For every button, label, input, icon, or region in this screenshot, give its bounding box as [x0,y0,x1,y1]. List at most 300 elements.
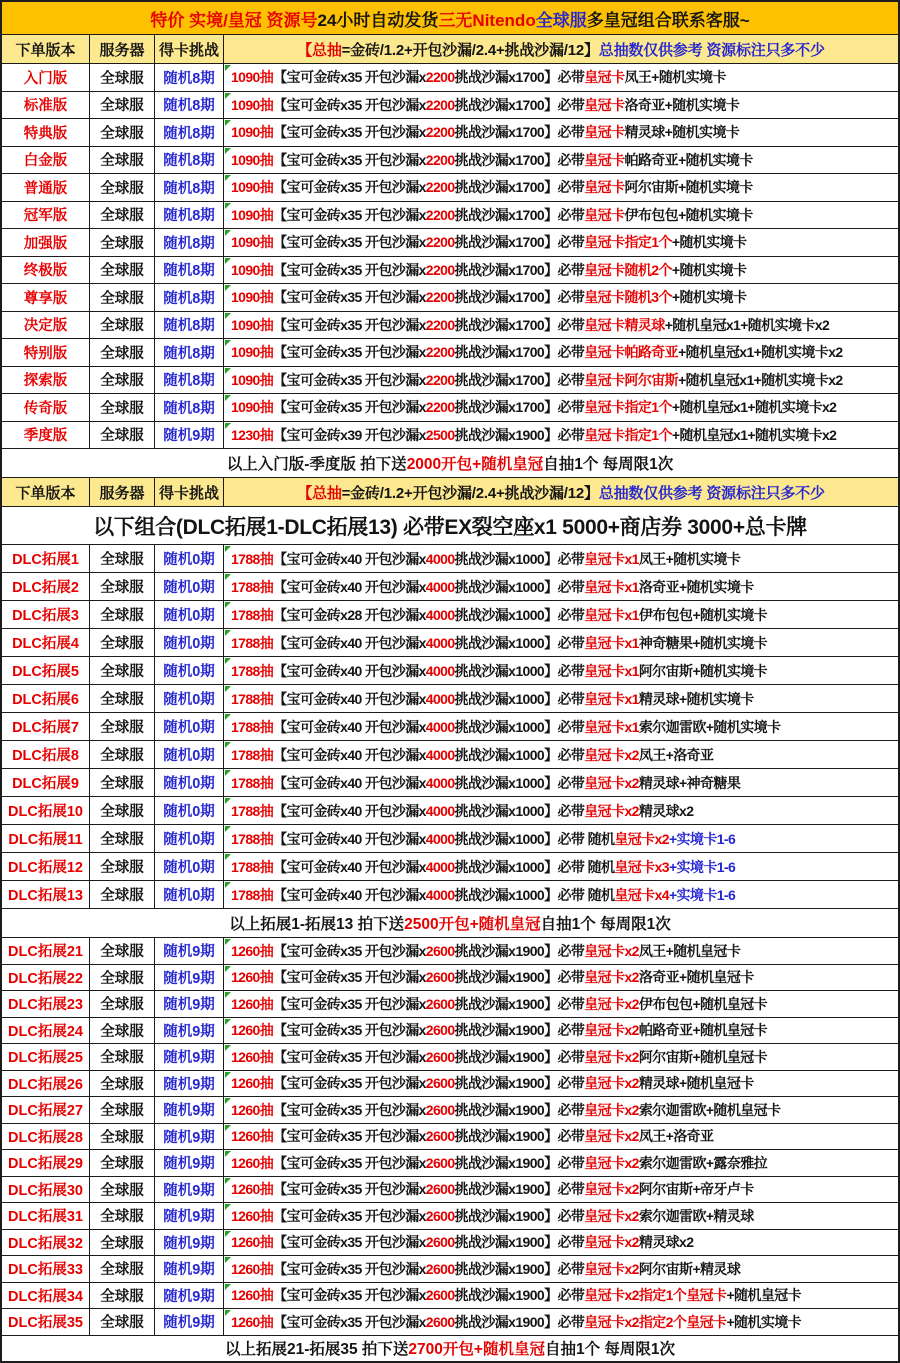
text-segment: 1090抽 [231,96,274,113]
green-corner-icon [225,882,231,888]
green-corner-icon [225,285,231,291]
text-segment: +实境卡1-6 [668,858,736,875]
text-segment: 1090抽 [231,399,274,416]
text-segment: 挑战沙漏x1900】必带 [454,426,585,443]
product-row [2,797,898,825]
version-cell: 特典版 [2,119,90,146]
text-segment: +实境卡1-6 [668,886,736,903]
description-cell [224,629,898,656]
text-segment: 2200 [425,316,455,333]
text-segment: 精灵球+随机皇冠卡 [638,1075,754,1092]
description-cell [224,741,898,768]
version-cell: 冠军版 [2,202,90,229]
green-corner-icon [225,65,231,71]
text-segment: 【宝可金砖x35 开包沙漏x [273,151,426,168]
challenge-cell: 随机0期 [155,825,224,852]
version-cell: 入门版 [2,64,90,91]
version-cell: DLC拓展34 [2,1283,90,1309]
text-segment: 阿尔宙斯+帝牙卢卡 [638,1181,754,1198]
text-segment: 【宝可金砖x35 开包沙漏x [273,942,426,959]
version-cell: DLC拓展24 [2,1018,90,1044]
green-corner-icon [225,313,231,319]
text-segment: =金砖/1.2+开包沙漏/2.4+挑战沙漏/12】 [341,484,599,502]
description-cell [224,853,898,880]
text-segment: 【宝可金砖x35 开包沙漏x [273,69,426,86]
green-corner-icon [225,1257,231,1263]
description-cell [224,881,898,908]
version-cell: 决定版 [2,312,90,339]
version-cell: DLC拓展9 [2,769,90,796]
text-segment: 2200 [425,96,455,113]
text-segment: 【宝可金砖x35 开包沙漏x [273,289,426,306]
text-segment: 【总抽 [297,484,342,502]
green-corner-icon [225,423,231,429]
challenge-cell: 随机9期 [155,1018,224,1044]
server-cell: 全球服 [90,629,155,656]
green-corner-icon [225,992,231,998]
server-cell: 全球服 [90,422,155,449]
text-segment: 指定1个 [624,426,672,443]
description-cell [224,769,898,796]
text-segment: +随机皇冠x1+随机实境卡x2 [678,344,843,361]
text-segment: 挑战沙漏x1000】必带 [454,690,585,707]
version-cell: DLC拓展28 [2,1124,90,1150]
product-row [2,881,898,909]
text-segment: 指定1个皇冠卡 [638,1287,727,1304]
text-segment: 挑战沙漏x1700】必带 [454,316,585,333]
description-cell [224,1071,898,1097]
server-cell: 全球服 [90,1044,155,1070]
text-segment: 伊布包包+随机实境卡 [638,606,768,623]
server-cell: 全球服 [90,1256,155,1282]
description-cell [224,991,898,1017]
product-row [2,339,898,367]
text-segment: 挑战沙漏x1700】必带 [454,399,585,416]
server-cell: 全球服 [90,601,155,628]
server-cell: 全球服 [90,1230,155,1256]
text-segment: 皇冠卡x2 [584,1101,639,1118]
promo-banner [2,2,898,35]
green-corner-icon [225,230,231,236]
text-segment: 挑战沙漏x1700】必带 [454,234,585,251]
version-cell: DLC拓展31 [2,1203,90,1229]
text-segment: 4000 [425,690,455,707]
text-segment: 自抽1个 每周限1次 [544,1341,676,1359]
text-segment: 2200 [425,206,455,223]
product-row [2,64,898,92]
server-cell: 全球服 [90,545,155,572]
text-segment: 2200 [425,234,455,251]
version-cell: DLC拓展7 [2,713,90,740]
version-cell: DLC拓展11 [2,825,90,852]
server-cell: 全球服 [90,573,155,600]
text-segment: 1090抽 [231,69,274,86]
description-cell [224,938,898,964]
text-segment: 皇冠卡 [584,206,625,223]
text-segment: 1788抽 [231,662,274,679]
description-cell [224,657,898,684]
text-segment: 【宝可金砖x40 开包沙漏x [273,858,426,875]
product-row [2,965,898,992]
text-segment: 皇冠卡x1 [584,606,639,623]
text-segment: +随机皇冠x1+随机实境卡x2 [671,399,837,416]
text-segment: 以上拓展21-拓展35 拍下送 [224,1341,409,1359]
green-corner-icon [225,395,231,401]
text-segment: 【宝可金砖x28 开包沙漏x [273,606,426,623]
text-segment: 皇冠卡x2 [584,1207,639,1224]
text-segment: 皇冠卡x2 [614,830,669,847]
text-segment: 阿尔宙斯+随机实境卡 [638,662,768,679]
column-header-row [2,35,898,64]
text-segment: 挑战沙漏x1900】必带 [454,969,585,986]
text-segment: 皇冠卡 [584,151,625,168]
green-corner-icon [225,120,231,126]
text-segment: 2600 [425,1101,455,1118]
text-segment: 【宝可金砖x35 开包沙漏x [273,1234,426,1251]
product-row [2,229,898,257]
text-segment: 2000开包+随机皇冠 [406,456,544,473]
text-segment: 1260抽 [231,1207,274,1224]
text-segment: 2700开包+随机皇冠 [408,1341,545,1359]
text-segment: 【宝可金砖x40 开包沙漏x [273,578,426,595]
version-cell: DLC拓展2 [2,573,90,600]
description-cell [224,1203,898,1229]
server-cell: 全球服 [90,853,155,880]
green-corner-icon [225,770,231,776]
challenge-cell: 随机8期 [155,174,224,201]
bonus-note-row [2,1336,898,1362]
text-segment: 挑战沙漏x1900】必带 [454,1287,585,1304]
text-segment: 2200 [425,399,455,416]
challenge-cell: 随机8期 [155,312,224,339]
text-segment: 自抽1个 每周限1次 [540,916,671,933]
green-corner-icon [225,93,231,99]
text-segment: 【宝可金砖x35 开包沙漏x [273,1287,426,1304]
text-segment: 挑战沙漏x1000】必带 [454,774,585,791]
text-segment: 1260抽 [231,1048,274,1065]
bonus-note-row [2,909,898,938]
text-segment: 凤王+随机皇冠卡 [638,942,741,959]
text-segment: 4000 [425,718,455,735]
challenge-cell: 随机8期 [155,257,224,284]
version-cell: 加强版 [2,229,90,256]
text-segment: 【宝可金砖x35 开包沙漏x [273,969,426,986]
text-segment: 【宝可金砖x35 开包沙漏x [273,1181,426,1198]
text-segment: 【宝可金砖x40 开包沙漏x [273,886,426,903]
server-cell: 全球服 [90,147,155,174]
text-segment: 【宝可金砖x35 开包沙漏x [273,234,426,251]
text-segment: 【宝可金砖x39 开包沙漏x [273,426,426,443]
text-segment: 凤王+洛奇亚 [638,1128,714,1145]
product-row [2,853,898,881]
version-cell: DLC拓展33 [2,1256,90,1282]
green-corner-icon [225,340,231,346]
text-segment: 阿尔宙斯+随机实境卡 [624,179,753,196]
version-cell: DLC拓展4 [2,629,90,656]
text-segment: 挑战沙漏x1000】必带 随机 [454,886,615,903]
server-cell: 全球服 [90,257,155,284]
server-cell: 全球服 [90,741,155,768]
challenge-cell: 随机9期 [155,1230,224,1256]
description-cell [224,545,898,572]
text-segment: 索尔迦雷欧+精灵球 [638,1207,754,1224]
server-cell: 全球服 [90,1203,155,1229]
product-row [2,601,898,629]
product-row [2,422,898,450]
text-segment: 2600 [425,1128,455,1145]
description-cell [224,713,898,740]
text-segment: 【宝可金砖x35 开包沙漏x [273,399,426,416]
text-segment: 帕路奇亚 [624,344,679,361]
text-segment: 索尔迦雷欧+随机实境卡 [638,718,781,735]
text-segment: 4000 [425,634,455,651]
text-segment: 【宝可金砖x40 开包沙漏x [273,662,426,679]
version-cell: 传奇版 [2,394,90,421]
green-corner-icon [225,1045,231,1051]
server-cell: 全球服 [90,1124,155,1150]
text-segment: 指定1个 [624,399,672,416]
challenge-cell: 随机0期 [155,657,224,684]
text-segment: 挑战沙漏x1700】必带 [454,96,585,113]
product-row [2,1150,898,1177]
text-segment: 挑战沙漏x1700】必带 [454,69,585,86]
col-header-version: 下单版本 [2,35,90,63]
product-row [2,657,898,685]
product-row [2,545,898,573]
server-cell: 全球服 [90,1071,155,1097]
text-segment: 1788抽 [231,802,274,819]
description-cell [224,394,898,421]
col-header-formula [224,478,898,506]
text-segment: +随机实境卡 [726,1313,802,1330]
version-cell: 终极版 [2,257,90,284]
challenge-cell: 随机8期 [155,92,224,119]
server-cell: 全球服 [90,938,155,964]
text-segment: 【宝可金砖x40 开包沙漏x [273,550,426,567]
text-segment: 1788抽 [231,578,274,595]
description-cell [224,202,898,229]
text-segment: 凤王+随机实境卡 [624,69,726,86]
server-cell: 全球服 [90,1097,155,1123]
green-corner-icon [225,1019,231,1025]
version-cell: DLC拓展27 [2,1097,90,1123]
text-segment: 1788抽 [231,606,274,623]
version-cell: 特别版 [2,339,90,366]
version-cell: DLC拓展30 [2,1177,90,1203]
version-cell: 季度版 [2,422,90,449]
text-segment: 索尔迦雷欧+随机皇冠卡 [638,1101,781,1118]
text-segment: 洛奇亚+随机皇冠卡 [638,969,754,986]
version-cell: DLC拓展35 [2,1309,90,1335]
version-cell: DLC拓展1 [2,545,90,572]
text-segment: 1788抽 [231,886,274,903]
green-corner-icon [225,966,231,972]
text-segment: 挑战沙漏x1700】必带 [454,179,585,196]
green-corner-icon [225,630,231,636]
server-cell: 全球服 [90,713,155,740]
text-segment: 1230抽 [231,426,274,443]
server-cell: 全球服 [90,284,155,311]
text-segment: 皇冠卡 [584,344,625,361]
product-row [2,991,898,1018]
text-segment: 【宝可金砖x35 开包沙漏x [273,96,426,113]
product-row [2,825,898,853]
green-corner-icon [225,1151,231,1157]
text-segment: 2600 [425,1207,455,1224]
green-corner-icon [225,854,231,860]
challenge-cell: 随机0期 [155,881,224,908]
text-segment: 皇冠卡 [584,179,625,196]
text-segment: 【宝可金砖x35 开包沙漏x [273,316,426,333]
description-cell [224,825,898,852]
product-row [2,367,898,395]
description-cell [224,573,898,600]
description-cell [224,257,898,284]
text-segment: 挑战沙漏x1000】必带 [454,578,585,595]
green-corner-icon [225,203,231,209]
text-segment: 皇冠卡x2 [584,1022,639,1039]
text-segment: 挑战沙漏x1000】必带 随机 [454,830,615,847]
product-row [2,284,898,312]
version-cell: DLC拓展8 [2,741,90,768]
text-segment: 2200 [425,179,455,196]
text-segment: 2200 [425,124,455,141]
description-cell [224,119,898,146]
text-segment: 皇冠卡x2 [584,1313,639,1330]
text-segment: 精灵球+随机实境卡 [624,124,740,141]
col-header-challenge: 得卡挑战 [155,35,224,63]
text-segment: 1090抽 [231,179,274,196]
server-cell: 全球服 [90,1018,155,1044]
text-segment: 2600 [425,1048,455,1065]
col-header-challenge: 得卡挑战 [155,478,224,506]
text-segment: 凤王+洛奇亚 [638,746,714,763]
text-segment: 2200 [425,371,455,388]
text-segment: 1260抽 [231,969,274,986]
text-segment: 1260抽 [231,1128,274,1145]
product-row [2,1309,898,1336]
server-cell: 全球服 [90,657,155,684]
green-corner-icon [225,1310,231,1316]
text-segment: 皇冠卡 [584,96,625,113]
green-corner-icon [225,798,231,804]
product-row [2,394,898,422]
version-cell: DLC拓展6 [2,685,90,712]
col-header-server: 服务器 [90,478,155,506]
text-segment: 挑战沙漏x1900】必带 [454,1260,585,1277]
description-cell [224,1124,898,1150]
challenge-cell: 随机9期 [155,1124,224,1150]
product-row [2,92,898,120]
text-segment: 1788抽 [231,858,274,875]
text-segment: 1260抽 [231,995,274,1012]
text-segment: 4000 [425,550,455,567]
green-corner-icon [225,742,231,748]
product-row [2,573,898,601]
description-cell [224,367,898,394]
green-corner-icon [225,1098,231,1104]
text-segment: 挑战沙漏x1900】必带 [454,1234,585,1251]
server-cell: 全球服 [90,394,155,421]
text-segment: 【宝可金砖x35 开包沙漏x [273,1260,426,1277]
text-segment: 【宝可金砖x35 开包沙漏x [273,1154,426,1171]
product-row [2,1044,898,1071]
text-segment: 挑战沙漏x1900】必带 [454,1181,585,1198]
text-segment: 特价 实境/皇冠 资源号 [150,10,318,30]
product-row [2,1256,898,1283]
text-segment: 【宝可金砖x40 开包沙漏x [273,634,426,651]
text-segment: 1260抽 [231,1313,274,1330]
text-segment: 精灵球x2 [638,1234,694,1251]
text-segment: 挑战沙漏x1000】必带 [454,746,585,763]
description-cell [224,92,898,119]
text-segment: 以上入门版-季度版 拍下送 [226,456,407,473]
product-row [2,769,898,797]
description-cell [224,422,898,449]
text-segment: 4000 [425,802,455,819]
challenge-cell: 随机8期 [155,284,224,311]
text-segment: 【宝可金砖x35 开包沙漏x [273,1022,426,1039]
text-segment: 挑战沙漏x1000】必带 [454,718,585,735]
server-cell: 全球服 [90,64,155,91]
product-row [2,174,898,202]
text-segment: 挑战沙漏x1700】必带 [454,344,585,361]
version-cell: DLC拓展23 [2,991,90,1017]
challenge-cell: 随机9期 [155,1150,224,1176]
text-segment: 指定1个 [624,234,672,251]
challenge-cell: 随机9期 [155,422,224,449]
text-segment: 【宝可金砖x40 开包沙漏x [273,718,426,735]
text-segment: 皇冠卡x2 [584,1128,639,1145]
green-corner-icon [225,175,231,181]
text-segment: 皇冠卡x1 [584,634,639,651]
description-cell [224,1256,898,1282]
text-segment: 2600 [425,1234,455,1251]
text-segment: 凤王+随机实境卡 [638,550,741,567]
challenge-cell: 随机9期 [155,1203,224,1229]
text-segment: 挑战沙漏x1900】必带 [454,1313,585,1330]
text-segment: 皇冠卡 [584,289,625,306]
text-segment: 1260抽 [231,1075,274,1092]
text-segment: 4000 [425,830,455,847]
text-segment: 挑战沙漏x1900】必带 [454,995,585,1012]
version-cell: DLC拓展22 [2,965,90,991]
text-segment: 24小时自动发货 [317,10,439,30]
text-segment: 自抽1个 每周限1次 [543,456,674,473]
text-segment: 挑战沙漏x1700】必带 [454,206,585,223]
server-cell: 全球服 [90,769,155,796]
text-segment: 皇冠卡x1 [584,550,639,567]
text-segment: 1260抽 [231,1154,274,1171]
text-segment: 1260抽 [231,1101,274,1118]
section-title: 以下组合(DLC拓展1-DLC拓展13) 必带EX裂空座x1 5000+商店券 3000+总卡牌 [2,507,898,545]
challenge-cell: 随机9期 [155,991,224,1017]
green-corner-icon [225,1231,231,1237]
text-segment: 1260抽 [231,1234,274,1251]
text-segment: 精灵球 [624,316,665,333]
text-segment: 精灵球+随机实境卡 [638,690,754,707]
text-segment: 【宝可金砖x35 开包沙漏x [273,1207,426,1224]
text-segment: 洛奇亚+随机实境卡 [624,96,740,113]
green-corner-icon [225,148,231,154]
version-cell: 标准版 [2,92,90,119]
green-corner-icon [225,602,231,608]
green-corner-icon [225,546,231,552]
version-cell: DLC拓展5 [2,657,90,684]
text-segment: 1260抽 [231,1260,274,1277]
challenge-cell: 随机8期 [155,147,224,174]
text-segment: 索尔迦雷欧+露奈雅拉 [638,1154,768,1171]
